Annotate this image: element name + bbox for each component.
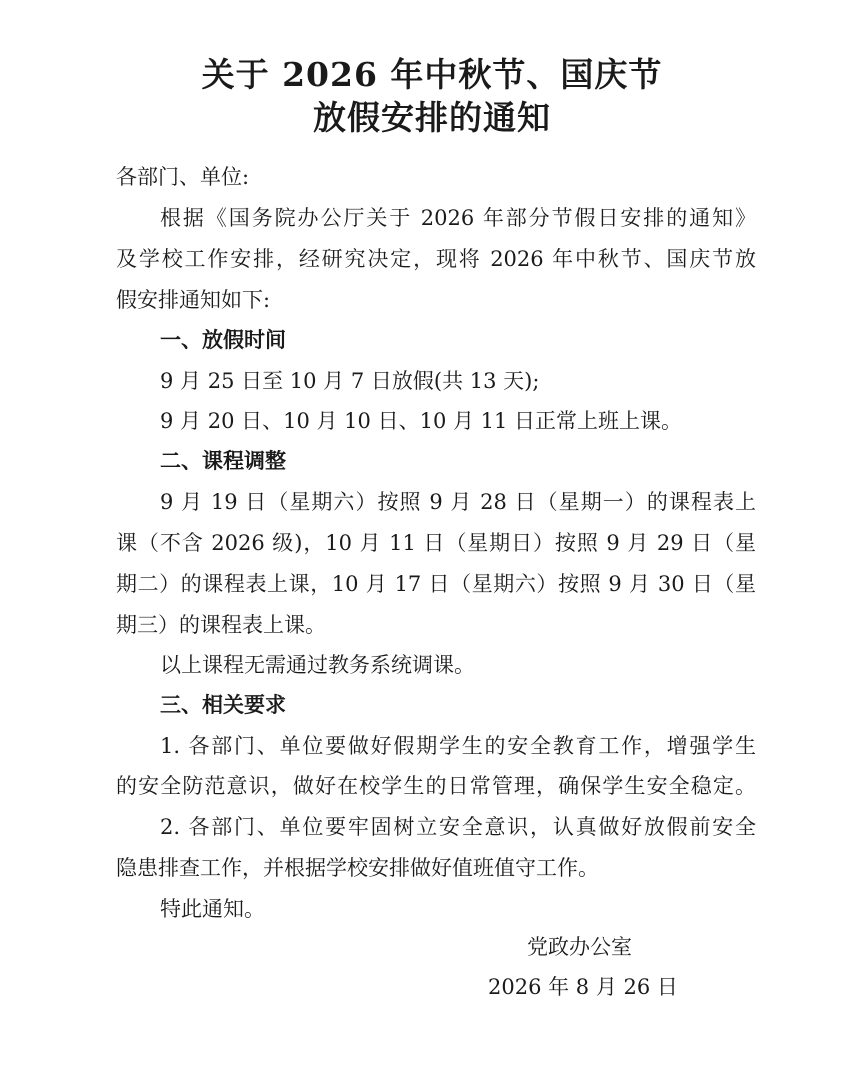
intro-line: 根据《国务院办公厅关于 2026 年部分节假日安排的通知》 [160,206,756,230]
signature-date: 2026 年 8 月 26 日 [488,975,678,999]
course-adjustment-line: 期三）的课程表上课。 [116,613,326,637]
section-heading-holiday-time: 一、放假时间 [160,328,286,352]
holiday-period-line: 9 月 25 日至 10 月 7 日放假(共 13 天); [160,369,540,393]
course-adjustment-line: 9 月 19 日（星期六）按照 9 月 28 日（星期一）的课程表上 [160,490,756,514]
title-line-1: 关于 2026 年中秋节、国庆节 [201,55,663,94]
salutation: 各部门、单位: [116,165,250,189]
section-heading-requirements: 三、相关要求 [160,693,286,717]
requirement-line: 2. 各部门、单位要牢固树立安全意识，认真做好放假前安全 [160,815,756,839]
intro-line: 及学校工作安排，经研究决定，现将 2026 年中秋节、国庆节放 [116,247,756,271]
course-adjustment-line: 期二）的课程表上课，10 月 17 日（星期六）按照 9 月 30 日（星 [116,572,756,596]
title-line-2: 放假安排的通知 [313,98,551,137]
section-heading-course-adjustment: 二、课程调整 [160,449,286,473]
intro-line: 假安排通知如下: [116,288,271,312]
requirement-line: 隐患排查工作，并根据学校安排做好值班值守工作。 [116,856,599,880]
closing-text: 特此通知。 [160,897,265,921]
requirement-line: 的安全防范意识，做好在校学生的日常管理，确保学生安全稳定。 [116,774,756,798]
workday-line: 9 月 20 日、10 月 10 日、10 月 11 日正常上班上课。 [160,409,683,433]
signature-office: 党政办公室 [527,935,632,959]
course-note-line: 以上课程无需通过教务系统调课。 [160,653,475,677]
course-adjustment-line: 课（不含 2026 级)，10 月 11 日（星期日）按照 9 月 29 日（星 [116,531,756,555]
requirement-line: 1. 各部门、单位要做好假期学生的安全教育工作，增强学生 [160,734,756,758]
